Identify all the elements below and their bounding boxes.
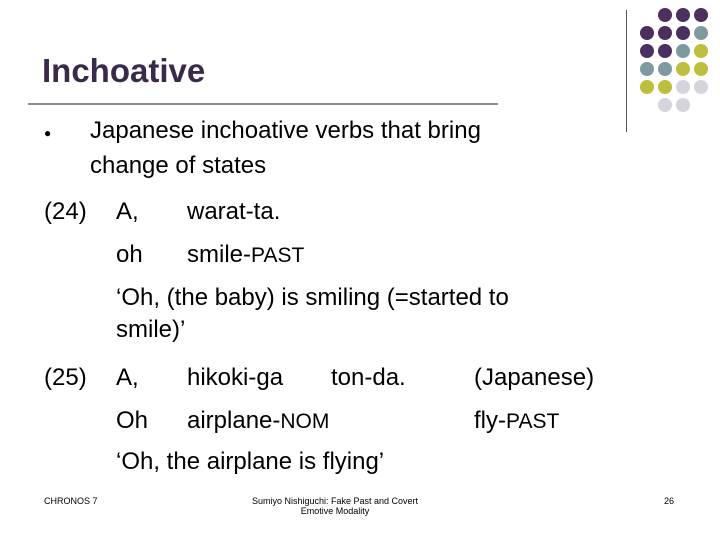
decorative-dot <box>640 26 654 40</box>
decorative-dot <box>676 44 690 58</box>
example-25-gloss-1: Oh <box>116 407 149 434</box>
decorative-dot <box>676 62 690 76</box>
example-24-translation-line2: smile)’ <box>116 316 186 343</box>
footer-page-number: 26 <box>664 496 675 506</box>
decorative-dot <box>676 8 690 22</box>
decorative-vertical-line <box>626 10 627 132</box>
decorative-dot <box>676 26 690 40</box>
decorative-dot <box>640 62 654 76</box>
example-24-gloss-1: oh <box>116 241 143 268</box>
decorative-dot <box>658 98 672 112</box>
decorative-dot <box>676 80 690 94</box>
decorative-dot <box>676 98 690 112</box>
example-24-word-2: warat-ta. <box>187 198 281 225</box>
title-divider <box>28 103 498 105</box>
decorative-dot <box>694 26 708 40</box>
decorative-dot <box>694 8 708 22</box>
decorative-dot <box>640 44 654 58</box>
example-25-language-label: (Japanese) <box>474 364 595 391</box>
example-25-word-3: ton-da. <box>331 364 406 391</box>
bullet-text-line2: change of states <box>90 152 267 179</box>
decorative-dot-grid <box>640 8 720 120</box>
example-25-gloss-2: airplane-NOM <box>187 407 330 434</box>
example-24-word-1: A, <box>116 198 139 225</box>
footer-center: Sumiyo Nishiguchi: Fake Past and Covert Emotive Modality <box>251 496 419 516</box>
footer-left: CHRONOS 7 <box>44 496 98 506</box>
example-25-number: (25) <box>44 364 87 391</box>
decorative-dot <box>694 80 708 94</box>
decorative-dot <box>694 62 708 76</box>
example-25-word-2: hikoki-ga <box>187 364 284 391</box>
bullet-text-line1: Japanese inchoative verbs that bring <box>90 117 481 144</box>
example-24-number: (24) <box>44 198 87 225</box>
decorative-dot <box>658 80 672 94</box>
example-25-gloss-3: fly-PAST <box>474 407 560 434</box>
bullet-icon: ● <box>44 126 52 140</box>
decorative-dot <box>658 44 672 58</box>
decorative-dot <box>658 8 672 22</box>
example-24-gloss-2: smile-PAST <box>187 241 305 268</box>
example-24-translation-line1: ‘Oh, (the baby) is smiling (=started to <box>116 284 509 311</box>
example-25-translation: ‘Oh, the airplane is flying’ <box>116 448 385 475</box>
slide-title: Inchoative <box>42 52 206 89</box>
decorative-dot <box>658 26 672 40</box>
decorative-dot <box>640 80 654 94</box>
decorative-dot <box>694 44 708 58</box>
decorative-dot <box>658 62 672 76</box>
example-25-word-1: A, <box>116 364 139 391</box>
